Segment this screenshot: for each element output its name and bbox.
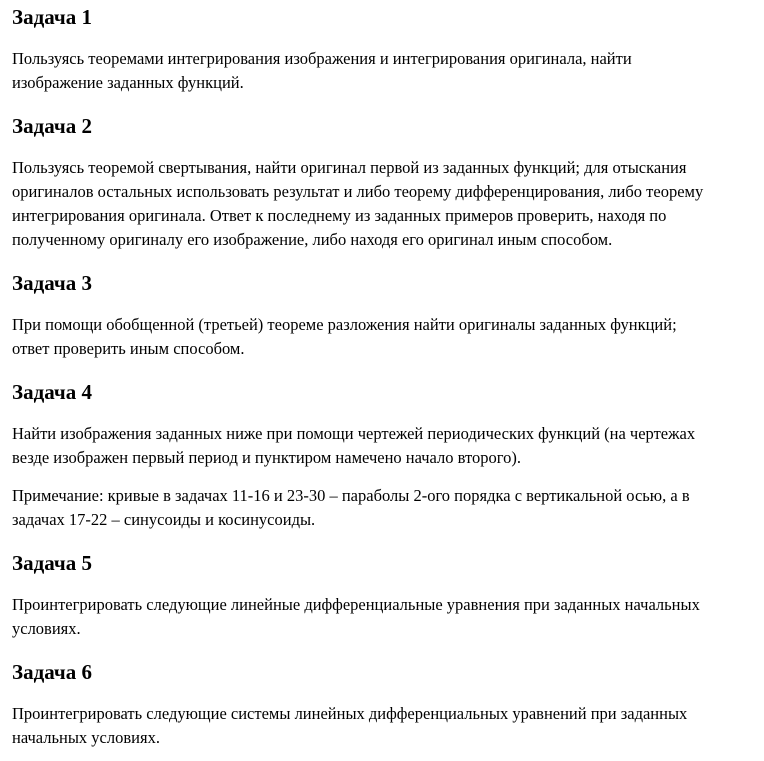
task-heading: Задача 3 [12, 271, 92, 295]
text-line: Проинтегрировать следующие системы линейных дифференциальных уравнений при заданных [12, 704, 688, 723]
task-paragraph [12, 313, 764, 361]
text-line: полученному оригиналу его изображение, либо находя его оригинал иным способом. [12, 230, 613, 249]
text-line: Найти изображения заданных ниже при помощи чертежей периодических функций (на чертежах [12, 424, 696, 443]
task-paragraph [12, 422, 764, 470]
text-line: изображение заданных функций. [12, 73, 244, 92]
task-heading: Задача 6 [12, 660, 92, 684]
task-paragraph [12, 156, 764, 252]
task-paragraph [12, 593, 764, 641]
task-heading: Задача 5 [12, 551, 92, 575]
task-heading: Задача 2 [12, 114, 92, 138]
text-line: задачах 17-22 – синусоиды и косинусоиды. [12, 510, 316, 529]
text-line: Проинтегрировать следующие линейные дифференциальные уравнения при заданных начальных [12, 595, 700, 614]
text-line: оригиналов остальных использовать результат и либо теорему дифференцирования, либо теорему [12, 182, 704, 201]
text-line: ответ проверить иным способом. [12, 339, 245, 358]
text-line: начальных условиях. [12, 728, 160, 747]
task-heading: Задача 4 [12, 380, 92, 404]
text-line: Пользуясь теоремами интегрирования изображения и интегрирования оригинала, найти [12, 49, 632, 68]
task-paragraph [12, 702, 764, 750]
text-line: интегрирования оригинала. Ответ к последнему из заданных примеров проверить, находя по [12, 206, 667, 225]
text-line: Пользуясь теоремой свертывания, найти оригинал первой из заданных функций; для отыскания [12, 158, 687, 177]
text-line: Примечание: кривые в задачах 11-16 и 23-30 – параболы 2-ого порядка с вертикальной осью, а в [12, 486, 690, 505]
task-paragraph [12, 47, 764, 95]
text-line: условиях. [12, 619, 81, 638]
text-line: везде изображен первый период и пунктиром намечено начало второго). [12, 448, 521, 467]
task-paragraph [12, 484, 764, 532]
text-line: При помощи обобщенной (третьей) теореме разложения найти оригиналы заданных функций; [12, 315, 677, 334]
task-heading: Задача 1 [12, 5, 92, 29]
